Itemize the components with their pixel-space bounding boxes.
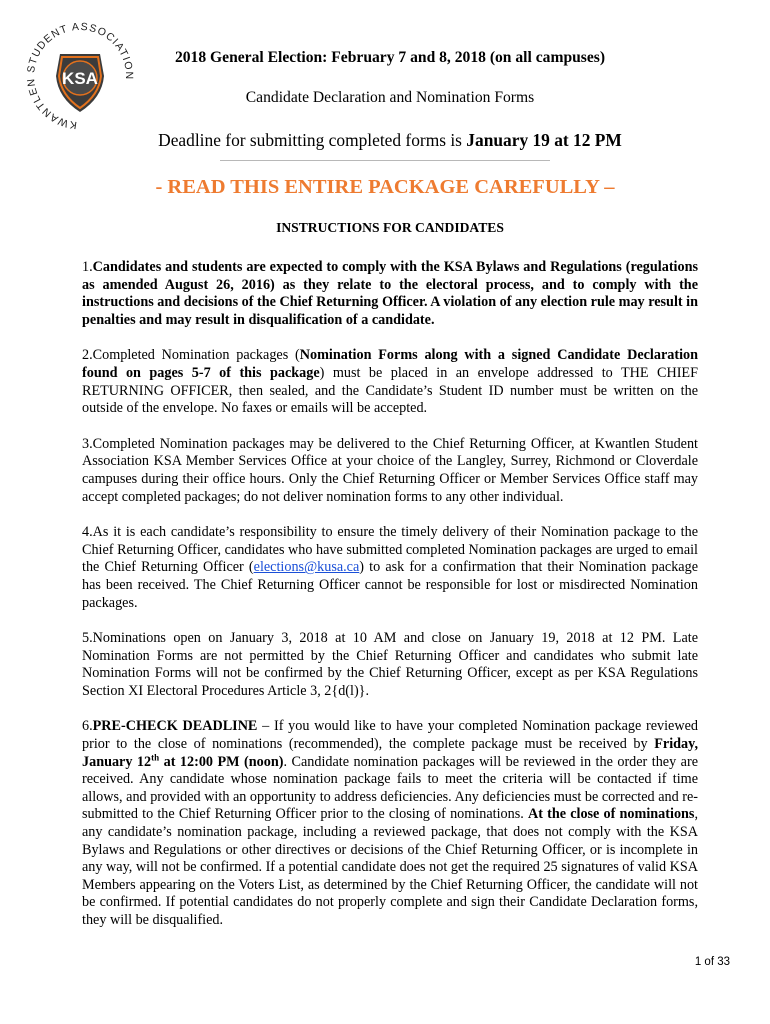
instruction-text: Nominations open on January 3, 2018 at 10 AM and close on January 19, 2018 at 12 PM. Late Nomination Forms are not permitted by the Chief Returning Officer and candidates who submit late Nomination Forms will not be confirmed by the Chief Returning Officer, except as per KSA Regulations Section XI Electoral Procedures Article 3, 2{d(l)}. bbox=[82, 630, 698, 699]
deadline-date: January 19 at 12 PM bbox=[466, 130, 622, 150]
svg-text:KWANTLEN STUDENT ASSOCIATION: KWANTLEN STUDENT ASSOCIATION bbox=[24, 20, 136, 131]
instruction-text: ) to ask for a confirmation that their Nomination package has been received. The Chief Returning Officer cannot be responsible for lost or misdirected Nomination packages. bbox=[82, 559, 698, 611]
svg-text:KSA: KSA bbox=[62, 69, 98, 88]
deadline-prefix: Deadline for submitting completed forms is bbox=[158, 130, 467, 150]
instruction-number: 6. bbox=[82, 718, 93, 735]
election-title: 2018 General Election: February 7 and 8, 2018 (on all campuses) bbox=[174, 49, 606, 66]
instruction-number: 3. bbox=[82, 435, 93, 452]
deadline-line bbox=[140, 130, 640, 151]
instruction-2 bbox=[82, 347, 698, 417]
instruction-5 bbox=[82, 630, 698, 700]
instruction-text: , any candidate’s nomination package, including a reviewed package, that does not comply with the KSA Bylaws and Regulations or other directives or decisions of the Chief Returning Officer, or is incomplete in any way, will not be confirmed. If a potential candidate does not get the required 25 signatures of valid KSA Members appearing on the Voters List, as determined by the Chief Returning Officer, the candidate will not be confirmed. If potential candidates do not properly complete and sign their Candidate Declaration forms, they will be disqualified. bbox=[82, 806, 698, 928]
instruction-3 bbox=[82, 436, 698, 506]
instructions-body bbox=[82, 259, 698, 948]
instruction-number: 1. bbox=[82, 259, 93, 275]
read-carefully-warning: - READ THIS ENTIRE PACKAGE CAREFULLY – bbox=[155, 176, 615, 198]
precheck-date: Friday, January 12 bbox=[82, 736, 698, 770]
instruction-text: ) must be placed in an envelope addressed to THE CHIEF RETURNING OFFICER, then sealed, and the Candidate’s Student ID number must be written on the outside of the envelope. No faxes or emails will be accepted. bbox=[82, 364, 698, 417]
instructions-heading: INSTRUCTIONS FOR CANDIDATES bbox=[276, 220, 504, 235]
precheck-time: at 12:00 PM (noon) bbox=[159, 753, 284, 770]
instruction-number: 2. bbox=[82, 347, 93, 364]
instruction-text: – If you would like to have your completed Nomination package reviewed prior to the close of nominations (recommended), the complete package must be received by bbox=[82, 718, 698, 753]
instruction-text: . Candidate nomination packages will be reviewed in the order they are received. Any candidate whose nomination package fails to meet the criteria will be contacted if time allows, and provided with an opportunity to address deficiencies. Any deficiencies must be corrected and re-submitted to the Chief Returning Officer prior to the closing of nominations. bbox=[82, 753, 698, 823]
instruction-6 bbox=[82, 718, 698, 929]
instruction-number: 5. bbox=[82, 630, 93, 647]
form-subtitle: Candidate Declaration and Nomination Forms bbox=[245, 89, 535, 106]
instruction-1 bbox=[82, 259, 698, 329]
instruction-text: As it is each candidate’s responsibility to ensure the timely delivery of their Nomination package to the Chief Returning Officer, candidates who have submitted completed Nomination packages are urged to email the Chief Returning Officer ( bbox=[82, 524, 698, 576]
ksa-logo bbox=[22, 18, 138, 134]
page-number: 1 of 33 bbox=[694, 956, 730, 968]
precheck-heading: PRE-CHECK DEADLINE bbox=[92, 718, 258, 735]
instruction-text: Candidates and students are expected to comply with the KSA Bylaws and Regulations (regulations as amended August 26, 2016) as they relate to the electoral process, and to comply with the instructions and decisions of the Chief Returning Officer. A violation of any election rule may result in penalties and may result in disqualification of a candidate. bbox=[82, 259, 698, 328]
header-divider bbox=[220, 160, 550, 161]
instruction-4 bbox=[82, 524, 698, 612]
close-of-nominations: At the close of nominations bbox=[527, 806, 695, 823]
date-ordinal: th bbox=[151, 751, 160, 762]
instruction-text: Completed Nomination packages may be delivered to the Chief Returning Officer, at Kwantlen Student Association KSA Member Services Office at your choice of the Langley, Surrey, Richmond or Cloverdale campuses during their office hours. Only the Chief Returning Officer or Member Services Office staff may accept completed packages; do not deliver nomination forms to any other individual. bbox=[82, 435, 698, 505]
elections-email-link[interactable]: elections@kusa.ca bbox=[253, 559, 360, 576]
instruction-number: 4. bbox=[82, 524, 93, 541]
instruction-emphasis: Nomination Forms along with a signed Candidate Declaration found on pages 5-7 of this package bbox=[82, 347, 698, 381]
instruction-text: Completed Nomination packages ( bbox=[92, 347, 300, 364]
